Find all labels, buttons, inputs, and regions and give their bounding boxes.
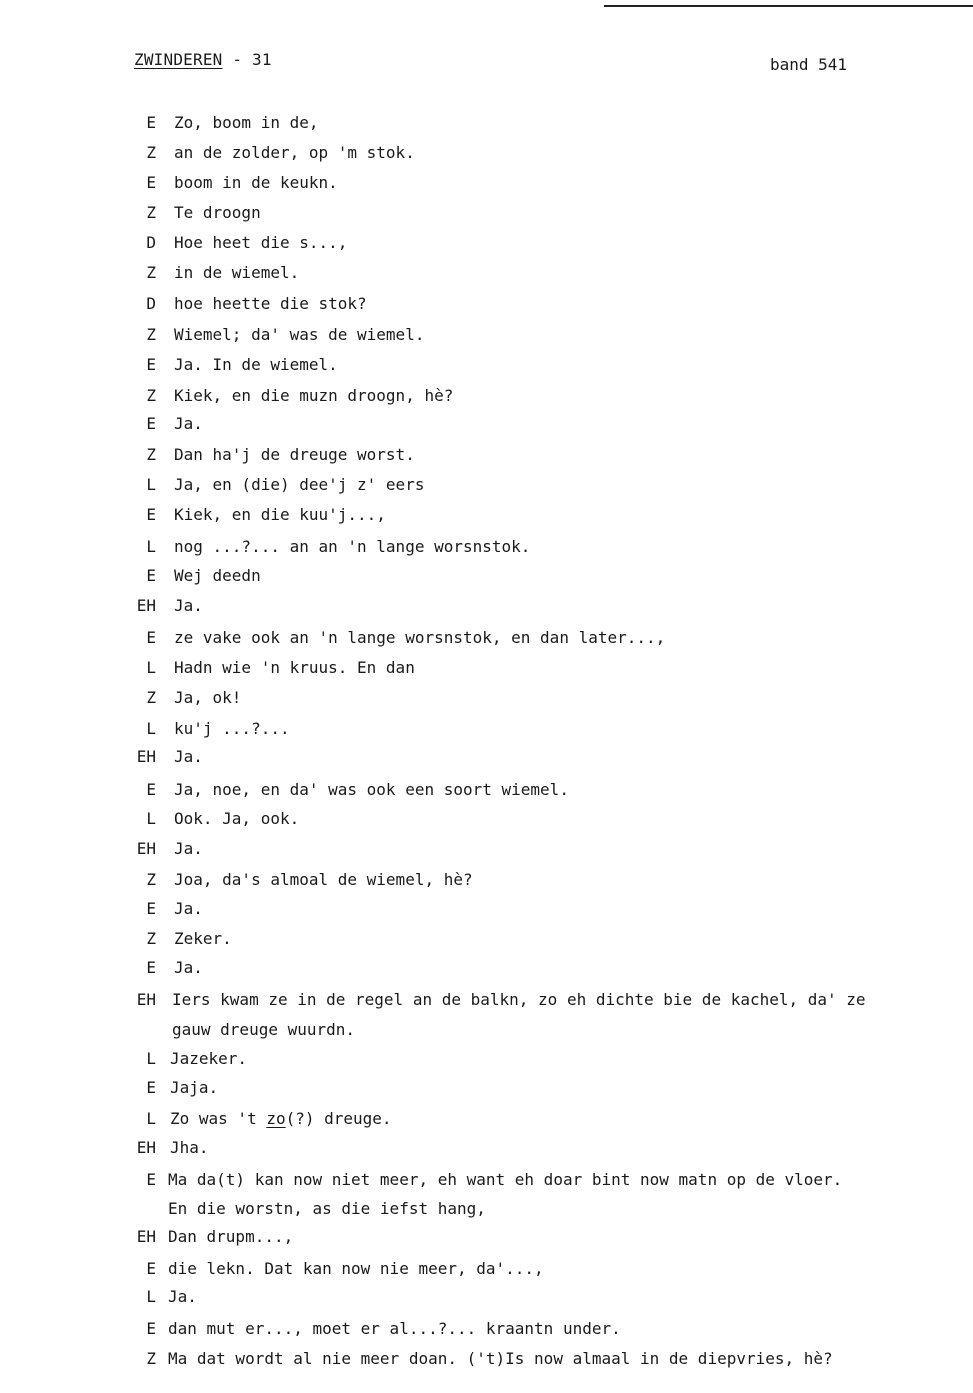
page-number: - 31: [222, 50, 272, 69]
speaker-label: Z: [146, 143, 156, 162]
utterance: dan mut er..., moet er al...?... kraantn under.: [168, 1319, 621, 1338]
speaker-label: D: [146, 294, 156, 313]
speaker-label: E: [146, 173, 156, 192]
speaker-label: E: [146, 899, 156, 918]
utterance: Ja.: [174, 839, 203, 858]
utterance: Dan ha'j de dreuge worst.: [174, 445, 415, 464]
speaker-label: Z: [146, 688, 156, 707]
speaker-label: E: [146, 113, 156, 132]
utterance: Hoe heet die s...,: [174, 233, 348, 252]
speaker-label: EH: [136, 1138, 156, 1157]
utterance: Ja, noe, en da' was ook een soort wiemel.: [174, 780, 569, 799]
utterance: Ja, en (die) dee'j z' eers: [174, 475, 425, 494]
utterance: Ook. Ja, ook.: [174, 809, 300, 828]
utterance: boom in de keukn.: [174, 173, 338, 192]
speaker-label: E: [146, 414, 156, 433]
speaker-label: L: [146, 537, 156, 556]
speaker-label: E: [146, 780, 156, 799]
speaker-label: EH: [136, 839, 156, 858]
speaker-label: Z: [146, 1349, 156, 1368]
utterance: ze vake ook an 'n lange worsnstok, en dan later...,: [174, 628, 666, 647]
utterance: Wiemel; da' was de wiemel.: [174, 325, 425, 344]
utterance: gauw dreuge wuurdn.: [172, 1020, 356, 1039]
utterance: Ja.: [168, 1287, 197, 1306]
speaker-label: L: [146, 475, 156, 494]
utterance: Ja.: [174, 899, 203, 918]
tape-number: band 541: [770, 55, 848, 74]
place-name: ZWINDEREN: [134, 50, 223, 69]
utterance: Ma da(t) kan now niet meer, eh want eh doar bint now matn op de vloer.: [168, 1170, 843, 1189]
utterance: Ja.: [174, 596, 203, 615]
utterance: Zeker.: [174, 929, 232, 948]
speaker-label: Z: [146, 445, 156, 464]
speaker-label: EH: [136, 1227, 156, 1246]
utterance: nog ...?... an an 'n lange worsnstok.: [174, 537, 531, 556]
utterance: Hadn wie 'n kruus. En dan: [174, 658, 415, 677]
utterance: Te droogn: [174, 203, 261, 222]
speaker-label: L: [146, 809, 156, 828]
speaker-label: E: [146, 505, 156, 524]
speaker-label: L: [146, 1287, 156, 1306]
utterance: Jaja.: [170, 1078, 219, 1097]
utterance: Jazeker.: [170, 1049, 248, 1068]
top-rule: [604, 5, 973, 7]
utterance: Ja, ok!: [174, 688, 242, 707]
utterance: Ja.: [174, 414, 203, 433]
page-header: [134, 50, 272, 69]
speaker-label: Z: [146, 203, 156, 222]
utterance: Kiek, en die muzn droogn, hè?: [174, 386, 454, 405]
speaker-label: E: [146, 355, 156, 374]
speaker-label: EH: [136, 990, 156, 1009]
utterance: Zo, boom in de,: [174, 113, 319, 132]
utterance: ku'j ...?...: [174, 719, 290, 738]
utterance: Iers kwam ze in de regel an de balkn, zo eh dichte bie de kachel, da' ze: [172, 990, 866, 1009]
speaker-label: E: [146, 958, 156, 977]
utterance: an de zolder, op 'm stok.: [174, 143, 415, 162]
speaker-label: L: [146, 1049, 156, 1068]
utterance: die lekn. Dat kan now nie meer, da'...,: [168, 1259, 544, 1278]
underlined-word: zo: [266, 1109, 286, 1128]
utterance: Ja. In de wiemel.: [174, 355, 338, 374]
speaker-label: Z: [146, 386, 156, 405]
utterance: Kiek, en die kuu'j...,: [174, 505, 386, 524]
utterance: Wej deedn: [174, 566, 261, 585]
speaker-label: Z: [146, 263, 156, 282]
speaker-label: L: [146, 1109, 156, 1128]
speaker-label: D: [146, 233, 156, 252]
speaker-label: E: [146, 1319, 156, 1338]
utterance: Dan drupm...,: [168, 1227, 294, 1246]
speaker-label: Z: [146, 870, 156, 889]
speaker-label: E: [146, 1078, 156, 1097]
utterance-part: (?) dreuge.: [285, 1109, 392, 1128]
utterance: Joa, da's almoal de wiemel, hè?: [174, 870, 473, 889]
utterance: in de wiemel.: [174, 263, 300, 282]
utterance-part: Zo was 't: [170, 1109, 267, 1128]
speaker-label: E: [146, 628, 156, 647]
speaker-label: Z: [146, 325, 156, 344]
speaker-label: EH: [136, 747, 156, 766]
speaker-label: E: [146, 566, 156, 585]
speaker-label: E: [146, 1259, 156, 1278]
utterance: Ja.: [174, 958, 203, 977]
speaker-label: L: [146, 719, 156, 738]
speaker-label: L: [146, 658, 156, 677]
utterance: hoe heette die stok?: [174, 294, 367, 313]
utterance: Ma dat wordt al nie meer doan. ('t)Is now almaal in de diepvries, hè?: [168, 1349, 833, 1368]
speaker-label: E: [146, 1170, 156, 1189]
utterance: Jha.: [170, 1138, 209, 1157]
utterance: [170, 1108, 392, 1130]
speaker-label: Z: [146, 929, 156, 948]
speaker-label: EH: [136, 596, 156, 615]
utterance: En die worstn, as die iefst hang,: [168, 1199, 486, 1218]
utterance: Ja.: [174, 747, 203, 766]
